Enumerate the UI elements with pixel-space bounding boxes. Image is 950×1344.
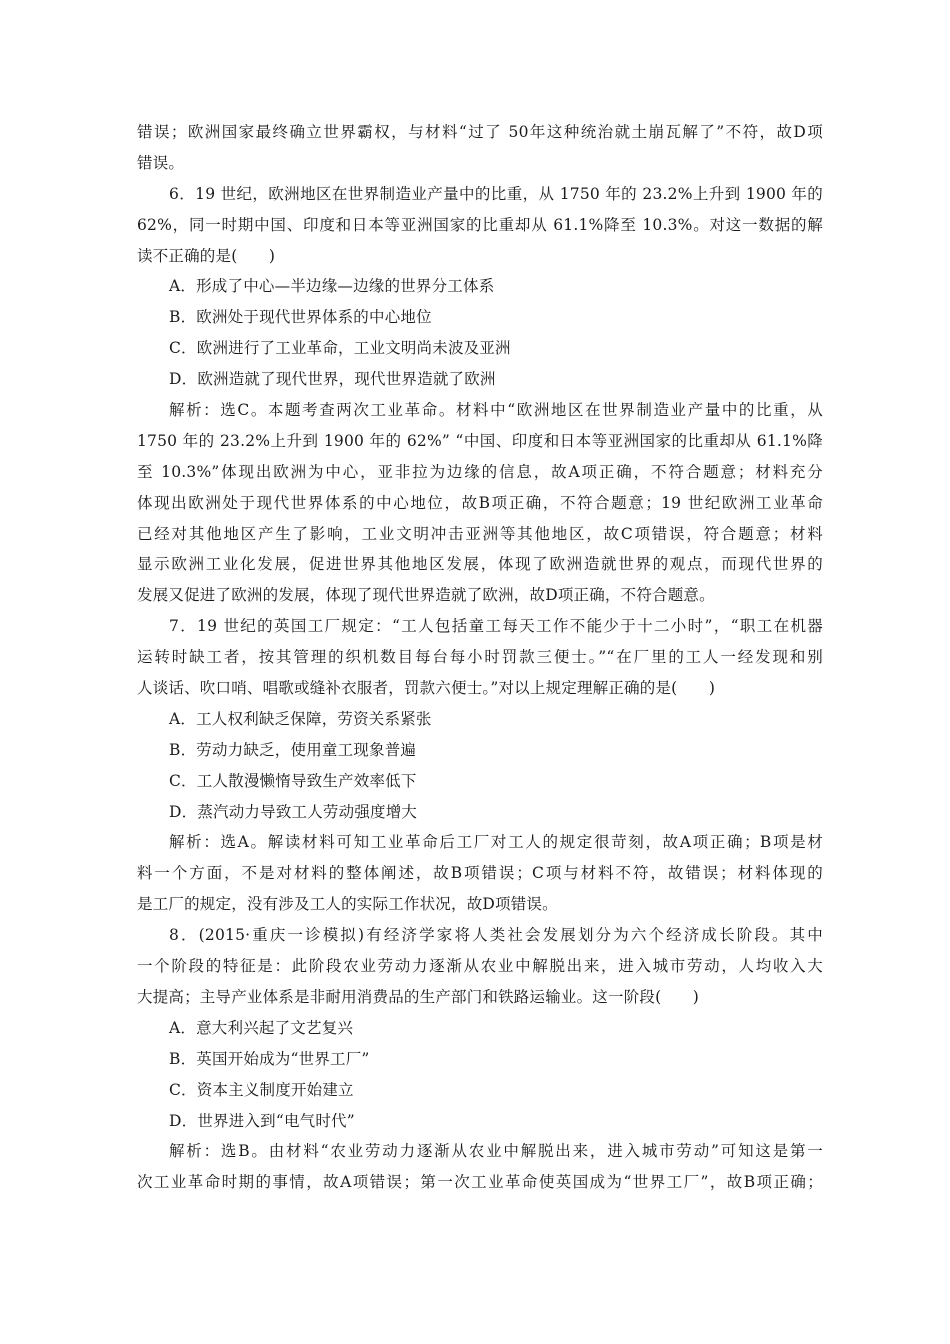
text-line: 显示欧洲工业化发展，促进世界其他地区发展，体现了欧洲造就世界的观点，而现代世界的 bbox=[137, 555, 823, 574]
text-line: 解析：选B。由材料“农业劳动力逐渐从农业中解脱出来，进入城市劳动”可知这是第一 bbox=[169, 1142, 823, 1161]
text-line: C．欧洲进行了工业革命，工业文明尚未波及亚洲 bbox=[169, 339, 511, 358]
text-line: A．形成了中心—半边缘—边缘的世界分工体系 bbox=[169, 277, 495, 296]
text-line: 大提高；主导产业体系是非耐用消费品的生产部门和铁路运输业。这一阶段( ) bbox=[137, 987, 699, 1006]
text-line: 错误；欧洲国家最终确立世界霸权，与材料“过了 50年这种统治就土崩瓦解了”不符，故D项 bbox=[137, 123, 823, 141]
text-line: C．资本主义制度开始建立 bbox=[169, 1080, 354, 1099]
text-line: 解析：选C。本题考查两次工业革命。材料中“欧洲地区在世界制造业产量中的比重，从 bbox=[169, 401, 823, 420]
text-line: 已经对其他地区产生了影响，工业文明冲击亚洲等其他地区，故C项错误，符合题意；材料 bbox=[137, 524, 823, 543]
text-line: 料一个方面，不是对材料的整体阐述，故B项错误；C项与材料不符，故错误；材料体现的 bbox=[137, 864, 823, 883]
text-line: 1750 年的 23.2%上升到 1900 年的 62%” “中国、印度和日本等亚洲国家的比重却从 61.1%降 bbox=[137, 431, 823, 450]
text-line: 解析：选A。解读材料可知工业革命后工厂对工人的规定很苛刻，故A项正确；B项是材 bbox=[169, 833, 823, 852]
text-line: D．世界进入到“电气时代” bbox=[169, 1111, 355, 1130]
text-line: D．欧洲造就了现代世界，现代世界造就了欧洲 bbox=[169, 370, 496, 389]
text-line: 错误。 bbox=[137, 153, 185, 172]
text-line: 7．19 世纪的英国工厂规定：“工人包括童工每天工作不能少于十二小时”，“职工在机器 bbox=[169, 617, 823, 636]
text-line: 至 10.3%”体现出欧洲为中心，亚非拉为边缘的信息，故A项正确，不符合题意；材料充分 bbox=[137, 462, 823, 481]
text-line: A．意大利兴起了文艺复兴 bbox=[169, 1018, 354, 1037]
text-line: 6．19 世纪，欧洲地区在世界制造业产量中的比重，从 1750 年的 23.2%上升到 1900 年的 bbox=[169, 184, 823, 203]
text-line: 运转时缺工者，按其管理的织机数目每台每小时罚款三便士。”“在厂里的工人一经发现和别 bbox=[137, 648, 823, 667]
text-line: 人谈话、吹口哨、唱歌或缝补衣服者，罚款六便士。”对以上规定理解正确的是( ) bbox=[137, 679, 716, 698]
text-line: A．工人权利缺乏保障，劳资关系紧张 bbox=[169, 709, 432, 728]
text-line: 62%，同一时期中国、印度和日本等亚洲国家的比重却从 61.1%降至 10.3%。对这一数据的解 bbox=[137, 215, 823, 234]
text-line: B．欧洲处于现代世界体系的中心地位 bbox=[169, 308, 432, 327]
text-line: 发展又促进了欧洲的发展，体现了现代世界造就了欧洲，故D项正确，不符合题意。 bbox=[137, 586, 715, 605]
text-line: D．蒸汽动力导致工人劳动强度增大 bbox=[169, 802, 418, 821]
text-line: C．工人散漫懒惰导致生产效率低下 bbox=[169, 771, 417, 790]
text-line: 次工业革命时期的事情，故A项错误；第一次工业革命使英国成为“世界工厂”，故B项正确； bbox=[137, 1173, 823, 1192]
text-line: B．英国开始成为“世界工厂” bbox=[169, 1049, 370, 1068]
text-line: 是工厂的规定，没有涉及工人的实际工作状况，故D项错误。 bbox=[137, 895, 558, 914]
text-line: B．劳动力缺乏，使用童工现象普遍 bbox=[169, 740, 417, 759]
text-line: 读不正确的是( ) bbox=[137, 246, 276, 265]
document-body bbox=[137, 117, 823, 1198]
text-line: 体现出欧洲处于现代世界体系的中心地位，故B项正确，不符合题意；19 世纪欧洲工业革命 bbox=[137, 493, 823, 512]
text-line: 一个阶段的特征是：此阶段农业劳动力逐渐从农业中解脱出来，进入城市劳动，人均收入大 bbox=[137, 957, 823, 976]
text-line: 8．(2015·重庆一诊模拟)有经济学家将人类社会发展划分为六个经济成长阶段。其中 bbox=[169, 926, 823, 945]
